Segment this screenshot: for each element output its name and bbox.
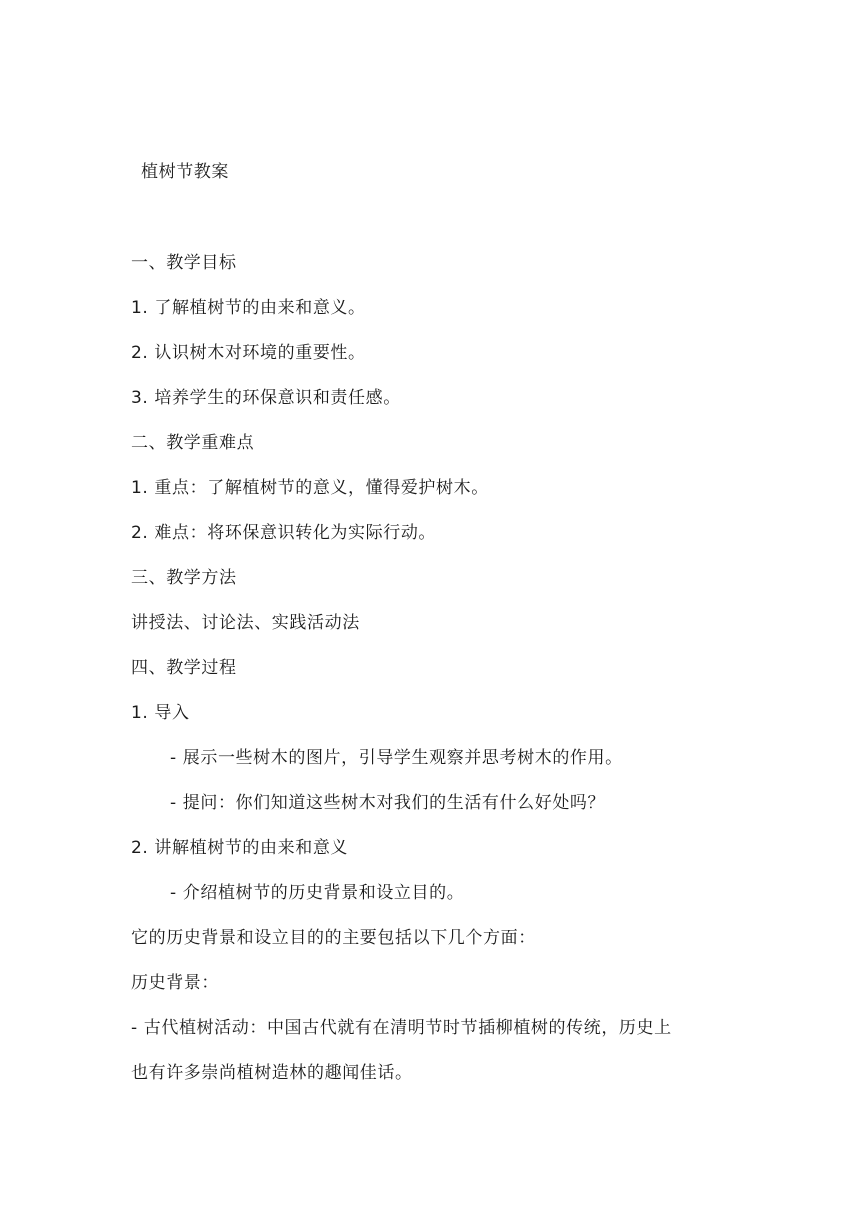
objective-item-1: 1. 了解植树节的由来和意义。	[131, 298, 366, 318]
process-step-1: 1. 导入	[131, 703, 190, 723]
methods-text: 讲授法、讨论法、实践活动法	[131, 613, 360, 633]
process-bullet-1: - 展示一些树木的图片，引导学生观察并思考树木的作用。	[170, 748, 623, 768]
history-bullet-1-continued: 也有许多崇尚植树造林的趣闻佳话。	[131, 1063, 413, 1083]
process-step-2: 2. 讲解植树节的由来和意义	[131, 838, 349, 858]
section-heading-objectives: 一、教学目标	[131, 253, 237, 273]
paragraph-intro: 它的历史背景和设立目的的主要包括以下几个方面：	[131, 928, 536, 948]
section-heading-key-points: 二、教学重难点	[131, 433, 255, 453]
objective-item-2: 2. 认识树木对环境的重要性。	[131, 343, 366, 363]
key-point-item-2: 2. 难点：将环保意识转化为实际行动。	[131, 523, 437, 543]
section-heading-methods: 三、教学方法	[131, 568, 237, 588]
objective-item-3: 3. 培养学生的环保意识和责任感。	[131, 388, 401, 408]
document-title: 植树节教案	[141, 162, 229, 182]
process-bullet-3: - 介绍植树节的历史背景和设立目的。	[170, 883, 465, 903]
section-heading-process: 四、教学过程	[131, 658, 237, 678]
subheading-history: 历史背景：	[131, 973, 219, 993]
key-point-item-1: 1. 重点：了解植树节的意义，懂得爱护树木。	[131, 478, 489, 498]
history-bullet-1: - 古代植树活动：中国古代就有在清明节时节插柳植树的传统，历史上	[131, 1018, 672, 1038]
process-bullet-2: - 提问：你们知道这些树木对我们的生活有什么好处吗？	[170, 793, 606, 813]
